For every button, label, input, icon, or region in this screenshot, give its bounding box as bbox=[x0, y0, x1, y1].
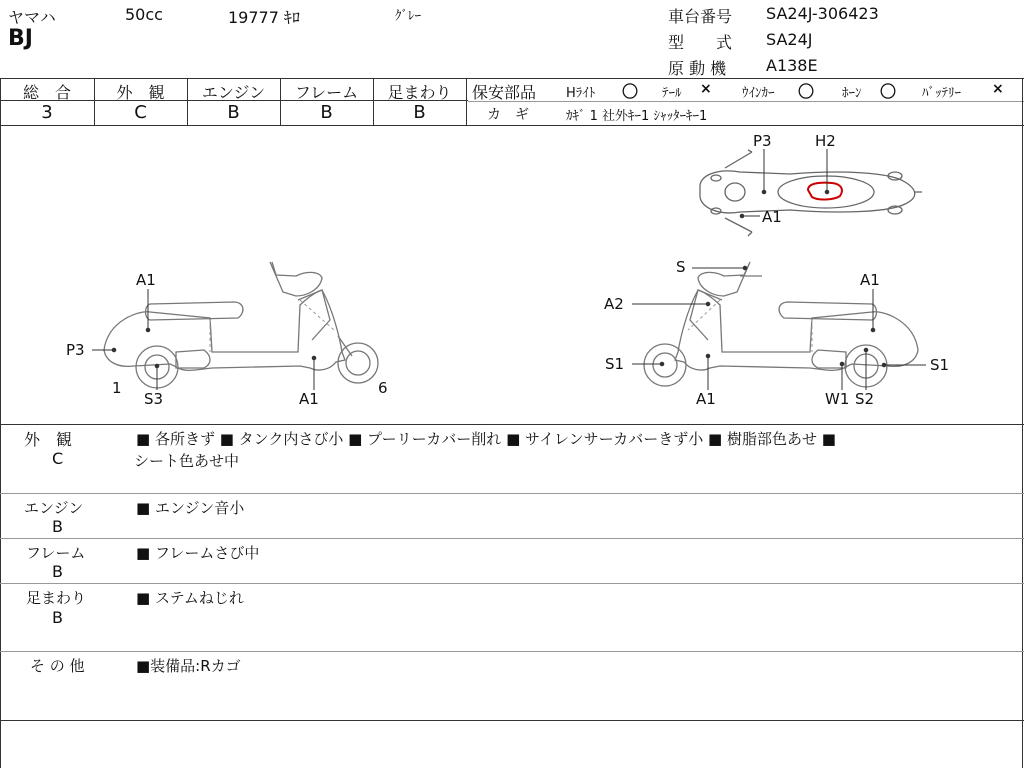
grade-label: フレーム bbox=[294, 83, 359, 102]
divider bbox=[466, 78, 467, 125]
damage-label: 6 bbox=[378, 379, 388, 397]
divider bbox=[0, 651, 1024, 652]
safety-item-mark: × bbox=[700, 81, 712, 97]
safety-item-mark: 〇 bbox=[798, 82, 815, 101]
damage-label: P3 bbox=[66, 341, 85, 359]
note-text: ■ ステムねじれ bbox=[136, 589, 244, 607]
divider bbox=[468, 101, 1024, 102]
damage-label: S1 bbox=[930, 356, 950, 374]
note-label: 外 観 bbox=[24, 430, 73, 449]
displacement: 50cc bbox=[125, 5, 163, 24]
damage-label: A2 bbox=[604, 295, 624, 313]
grade-value: 3 bbox=[41, 102, 53, 123]
damage-label: S1 bbox=[605, 355, 625, 373]
note-text: ■ フレームさび中 bbox=[136, 544, 260, 562]
note-label: エンジン bbox=[24, 499, 84, 517]
safety-item-name: ｳｲﾝｶｰ bbox=[742, 86, 775, 101]
damage-label: S bbox=[676, 258, 686, 276]
divider bbox=[0, 424, 1024, 425]
damage-label: A1 bbox=[299, 390, 319, 408]
note-text: ■装備品:Rカゴ bbox=[136, 657, 241, 675]
damage-label: S3 bbox=[144, 390, 164, 408]
model-name: BJ bbox=[8, 26, 33, 51]
divider bbox=[0, 720, 1024, 721]
note-grade: C bbox=[52, 449, 64, 468]
damage-label: 1 bbox=[112, 379, 122, 397]
type-label: 型 式 bbox=[668, 33, 733, 52]
color: ｸﾞﾚｰ bbox=[395, 9, 421, 24]
damage-label: A1 bbox=[762, 208, 782, 226]
safety-item-mark: × bbox=[992, 81, 1004, 97]
grade-label: 外 観 bbox=[116, 83, 165, 102]
damage-label: A1 bbox=[136, 271, 156, 289]
top-view-scooter bbox=[700, 150, 922, 236]
grade-value: B bbox=[413, 102, 426, 123]
safety-item-name: ﾃｰﾙ bbox=[662, 86, 682, 101]
note-grade: B bbox=[52, 562, 63, 581]
grade-value: B bbox=[320, 102, 333, 123]
grade-value: B bbox=[227, 102, 240, 123]
damage-label: H2 bbox=[815, 132, 836, 150]
note-text: ■ エンジン音小 bbox=[136, 499, 245, 517]
damage-label: P3 bbox=[753, 132, 772, 150]
grade-label: 総 合 bbox=[22, 83, 71, 102]
divider bbox=[0, 78, 1024, 79]
safety-item-name: ﾊﾞｯﾃﾘｰ bbox=[922, 86, 961, 101]
grade-label: エンジン bbox=[201, 83, 266, 102]
grade-label: 足まわり bbox=[387, 83, 452, 102]
mileage: 19777 ｷﾛ bbox=[228, 8, 300, 27]
safety-item-name: Hﾗｲﾄ bbox=[566, 86, 596, 101]
type-value: SA24J bbox=[766, 30, 813, 49]
safety-label: 保安部品 bbox=[472, 83, 537, 102]
damage-label: S2 bbox=[855, 390, 875, 408]
note-label: 足まわり bbox=[26, 589, 87, 607]
note-grade: B bbox=[52, 608, 63, 627]
damage-label: A1 bbox=[860, 271, 880, 289]
grade-value: C bbox=[134, 102, 147, 123]
divider bbox=[1022, 78, 1023, 768]
safety-item-name: ﾎｰﾝ bbox=[842, 86, 862, 101]
engine-value: A138E bbox=[766, 56, 818, 75]
frame-no: SA24J-306423 bbox=[766, 4, 879, 23]
note-grade: B bbox=[52, 517, 63, 536]
note-text: シート色あせ中 bbox=[134, 452, 240, 470]
maker: ヤマハ bbox=[8, 8, 56, 27]
safety-item-mark: 〇 bbox=[880, 82, 897, 101]
divider bbox=[0, 583, 1024, 584]
key-label: カ ギ bbox=[487, 107, 529, 123]
engine-label: 原 動 機 bbox=[668, 59, 727, 78]
note-text: ■ 各所きず ■ タンク内さび小 ■ プーリーカバー削れ ■ サイレンサーカバーきず小 ■ 樹脂部色あせ ■ bbox=[136, 430, 836, 448]
damage-label: W1 bbox=[825, 390, 850, 408]
note-label: フレーム bbox=[26, 544, 86, 562]
divider bbox=[0, 538, 1024, 539]
safety-item-mark: 〇 bbox=[622, 82, 639, 101]
frame-no-label: 車台番号 bbox=[668, 7, 733, 26]
key-text: ｶｷﾞ 1 社外ｷｰ1 ｼｬｯﾀｰｷｰ1 bbox=[566, 109, 708, 124]
divider bbox=[0, 493, 1024, 494]
note-label: そ の 他 bbox=[30, 657, 85, 675]
damage-label: A1 bbox=[696, 390, 716, 408]
